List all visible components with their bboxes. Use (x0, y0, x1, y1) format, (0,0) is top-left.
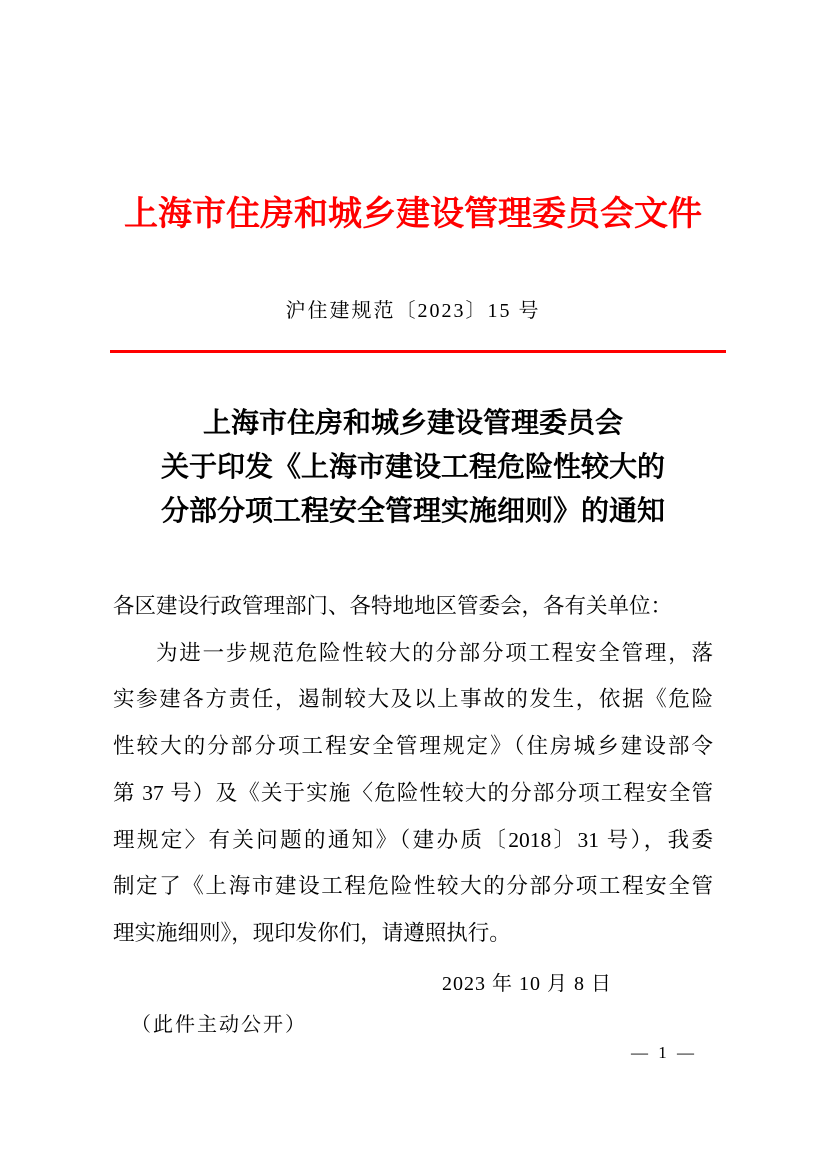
org-header-title: 上海市住房和城乡建设管理委员会文件 (124, 196, 702, 233)
doc-title-line-1: 上海市住房和城乡建设管理委员会 (202, 408, 623, 439)
body-line-2: 实参建各方责任，遏制较大及以上事故的发生，依据《危险 (113, 687, 713, 712)
page-number: — 1 — (631, 1043, 697, 1062)
doc-title (0, 402, 826, 534)
body-line-3: 性较大的分部分项工程安全管理规定》（住房城乡建设部令 (113, 734, 713, 759)
body-line-1: 为进一步规范危险性较大的分部分项工程安全管理，落 (156, 640, 713, 665)
red-divider-rule (110, 350, 726, 353)
body-text (113, 583, 713, 957)
body-line-5: 理规定〉有关问题的通知》（建办质〔2018〕31 号），我委 (113, 827, 713, 852)
body-line-7: 理实施细则》，现印发你们，请遵照执行。 (113, 920, 511, 945)
salutation-line: 各区建设行政管理部门、各特地地区管委会，各有关单位： (113, 594, 673, 618)
body-line-6: 制定了《上海市建设工程危险性较大的分部分项工程安全管 (113, 874, 713, 899)
doc-title-line-3: 分部分项工程安全管理实施细则》的通知 (160, 496, 665, 527)
issue-date: 2023 年 10 月 8 日 (442, 973, 612, 995)
disclosure-note: （此件主动公开） (131, 1014, 307, 1036)
doc-number: 沪住建规范〔2023〕15 号 (285, 300, 541, 322)
doc-title-line-2: 关于印发《上海市建设工程危险性较大的 (160, 452, 665, 483)
body-line-4: 第 37 号）及《关于实施〈危险性较大的分部分项工程安全管 (113, 780, 713, 805)
